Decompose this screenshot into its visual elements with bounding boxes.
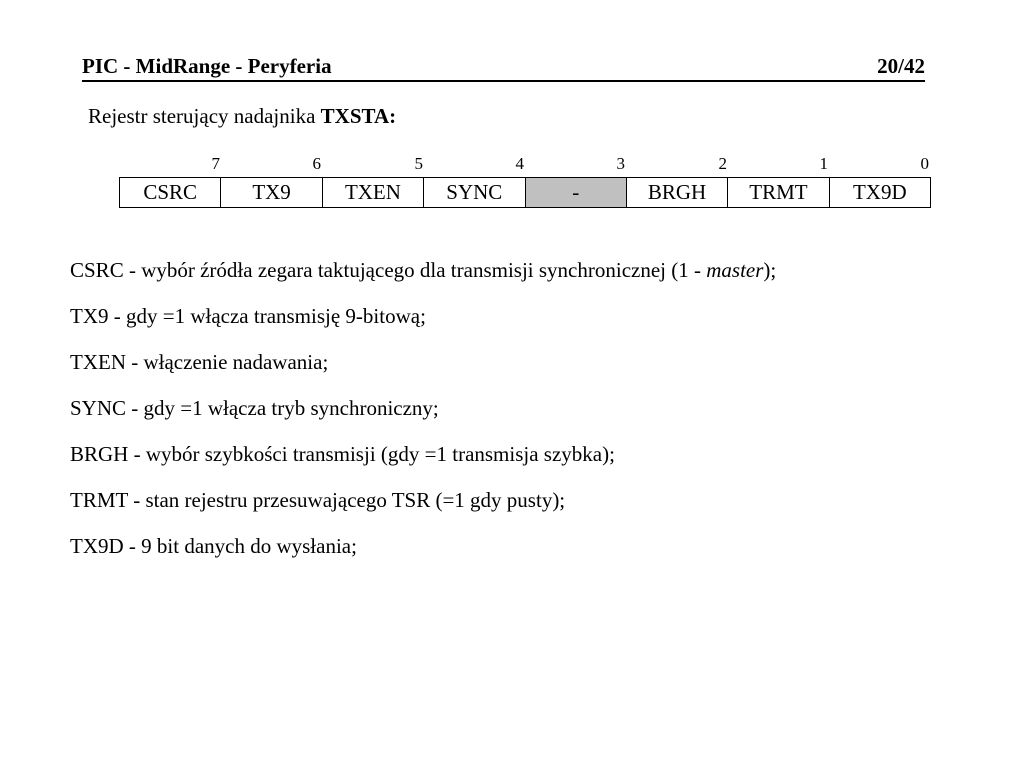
register-name: TXSTA: bbox=[320, 104, 397, 128]
bit-number-0: 0 bbox=[920, 154, 929, 173]
bit-cell-unused: - bbox=[525, 178, 626, 208]
description-tx9d: TX9D - 9 bit danych do wysłania; bbox=[70, 534, 357, 558]
description-txen: TXEN - włączenie nadawania; bbox=[70, 350, 329, 374]
bit-cell-tx9d: TX9D bbox=[829, 178, 930, 208]
description-sync: SYNC - gdy =1 włącza tryb synchroniczny; bbox=[70, 396, 439, 420]
bit-cell-txen: TXEN bbox=[322, 178, 423, 208]
bit-number-6: 6 bbox=[312, 154, 321, 173]
slide-title: PIC - MidRange - Peryferia bbox=[82, 54, 332, 78]
bit-number-3: 3 bbox=[616, 154, 625, 173]
bit-cell-tx9: TX9 bbox=[221, 178, 322, 208]
description-csrc-end: ); bbox=[763, 258, 777, 282]
bit-cell-trmt: TRMT bbox=[728, 178, 829, 208]
description-csrc-italic: master bbox=[706, 258, 764, 282]
bit-number-5: 5 bbox=[414, 154, 423, 173]
bit-cell-sync: SYNC bbox=[424, 178, 525, 208]
description-brgh: BRGH - wybór szybkości transmisji (gdy =1 transmisja szybka); bbox=[70, 442, 615, 466]
description-csrc-text: CSRC - wybór źródła zegara taktującego dla transmisji synchronicznej (1 - bbox=[70, 258, 707, 282]
register-row bbox=[120, 178, 931, 208]
description-tx9: TX9 - gdy =1 włącza transmisję 9-bitową; bbox=[70, 304, 426, 328]
bit-number-7: 7 bbox=[211, 154, 220, 173]
register-caption bbox=[88, 103, 396, 129]
register-table bbox=[119, 177, 931, 208]
slide-header bbox=[82, 54, 925, 82]
bit-cell-brgh: BRGH bbox=[626, 178, 727, 208]
bit-number-row bbox=[119, 154, 931, 174]
page-number: 20/42 bbox=[877, 54, 925, 78]
bit-number-1: 1 bbox=[819, 154, 828, 173]
bit-cell-csrc: CSRC bbox=[120, 178, 221, 208]
bit-number-4: 4 bbox=[515, 154, 524, 173]
description-csrc bbox=[70, 257, 776, 283]
bit-number-2: 2 bbox=[718, 154, 727, 173]
register-caption-text: Rejestr sterujący nadajnika bbox=[88, 104, 321, 128]
description-trmt: TRMT - stan rejestru przesuwającego TSR (=1 gdy pusty); bbox=[70, 488, 566, 512]
